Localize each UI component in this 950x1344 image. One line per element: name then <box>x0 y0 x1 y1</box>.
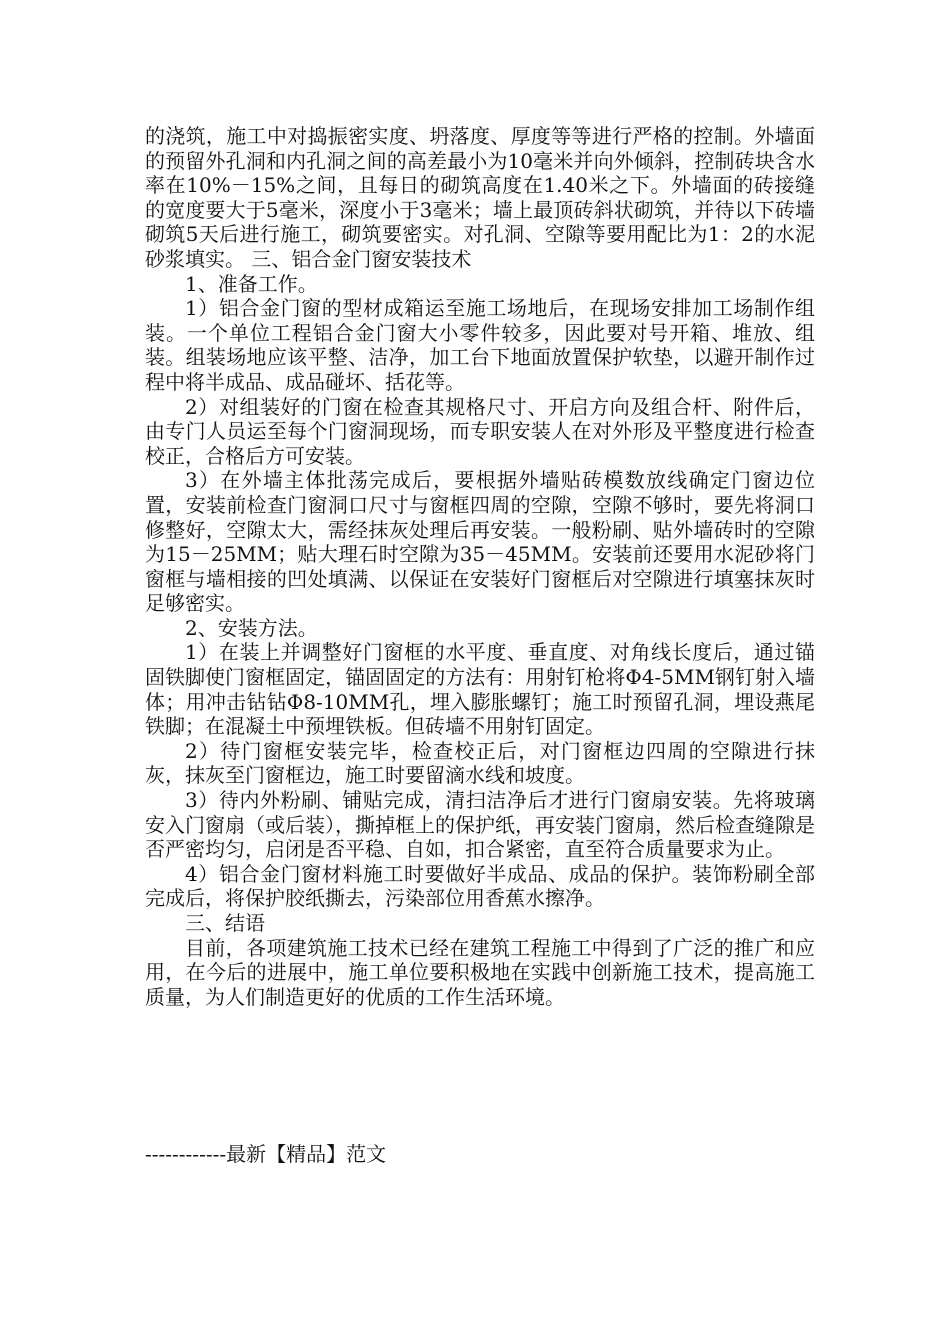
paragraph-prep-3: 3）在外墙主体批荡完成后，要根据外墙贴砖模数放线确定门窗边位置，安装前检查门窗洞口尺寸与窗框四周的空隙，空隙不够时，要先将洞口修整好，空隙太大，需经抹灰处理后再安装。一般粉刷、贴外墙砖时的空隙为15－25MM；贴大理石时空隙为35－45MM。安装前还要用水泥砂将门窗框与墙相接的凹处填满、以保证在安装好门窗框后对空隙进行填塞抹灰时足够密实。 <box>145 468 815 616</box>
paragraph-method-1: 1）在装上并调整好门窗框的水平度、垂直度、对角线长度后，通过锚固铁脚使门窗框固定，锚固固定的方法有：用射钉枪将Φ4-5MM钢钉射入墙体；用冲击钻钻Φ8-10MM孔，埋入膨胀螺钉；施工时预留孔洞，埋设燕尾铁脚；在混凝土中预埋铁板。但砖墙不用射钉固定。 <box>145 640 815 739</box>
paragraph-method-3: 3）待内外粉刷、铺贴完成，清扫洁净后才进行门窗扇安装。先将玻璃安入门窗扇（或后装），撕掉框上的保护纸，再安装门窗扇，然后检查缝隙是否严密均匀，启闭是否平稳、自如，扣合紧密，直至符合质量要求为止。 <box>145 788 815 862</box>
footer-label: ------------最新【精品】范文 <box>145 1142 387 1166</box>
paragraph-conclusion: 目前，各项建筑施工技术已经在建筑工程施工中得到了广泛的推广和应用，在今后的进展中，施工单位要积极地在实践中创新施工技术，提高施工质量，为人们制造更好的优质的工作生活环境。 <box>145 935 815 1009</box>
paragraph-continuation: 的浇筑，施工中对捣振密实度、坍落度、厚度等等进行严格的控制。外墙面的预留外孔洞和内孔洞之间的高差最小为10毫米并向外倾斜，控制砖块含水率在10%－15%之间，且每日的砌筑高度在1.40米之下。外墙面的砖接缝的宽度要大于5毫米，深度小于3毫米；墙上最顶砖斜状砌筑，并待以下砖墙砌筑5天后进行施工，砌筑要密实。对孔洞、空隙等要用配比为1：2的水泥砂浆填实。 三、铝合金门窗安装技术 <box>145 124 815 271</box>
paragraph-prep-2: 2）对组装好的门窗在检查其规格尺寸、开启方向及组合杆、附件后，由专门人员运至每个门窗洞现场，而专职安装人在对外形及平整度进行检查校正，合格后方可安装。 <box>145 394 815 468</box>
paragraph-prep-1: 1）铝合金门窗的型材成箱运至施工场地后，在现场安排加工场制作组装。一个单位工程铝合金门窗大小零件较多，因此要对号开箱、堆放、组装。组装场地应该平整、洁净，加工台下地面放置保护软垫，以避开制作过程中将半成品、成品碰坏、括花等。 <box>145 296 815 394</box>
subheading-install-method: 2、安装方法。 <box>185 615 318 640</box>
section-heading-conclusion: 三、结语 <box>185 911 265 935</box>
subheading-preparation: 1、准备工作。 <box>185 271 318 296</box>
paragraph-method-4: 4）铝合金门窗材料施工时要做好半成品、成品的保护。装饰粉刷全部完成后，将保护胶纸撕去，污染部位用香蕉水擦净。 <box>145 861 815 911</box>
document-body <box>145 124 815 1009</box>
paragraph-method-2: 2）待门窗框安装完毕，检查校正后，对门窗框边四周的空隙进行抹灰，抹灰至门窗框边，施工时要留滴水线和坡度。 <box>145 738 815 788</box>
